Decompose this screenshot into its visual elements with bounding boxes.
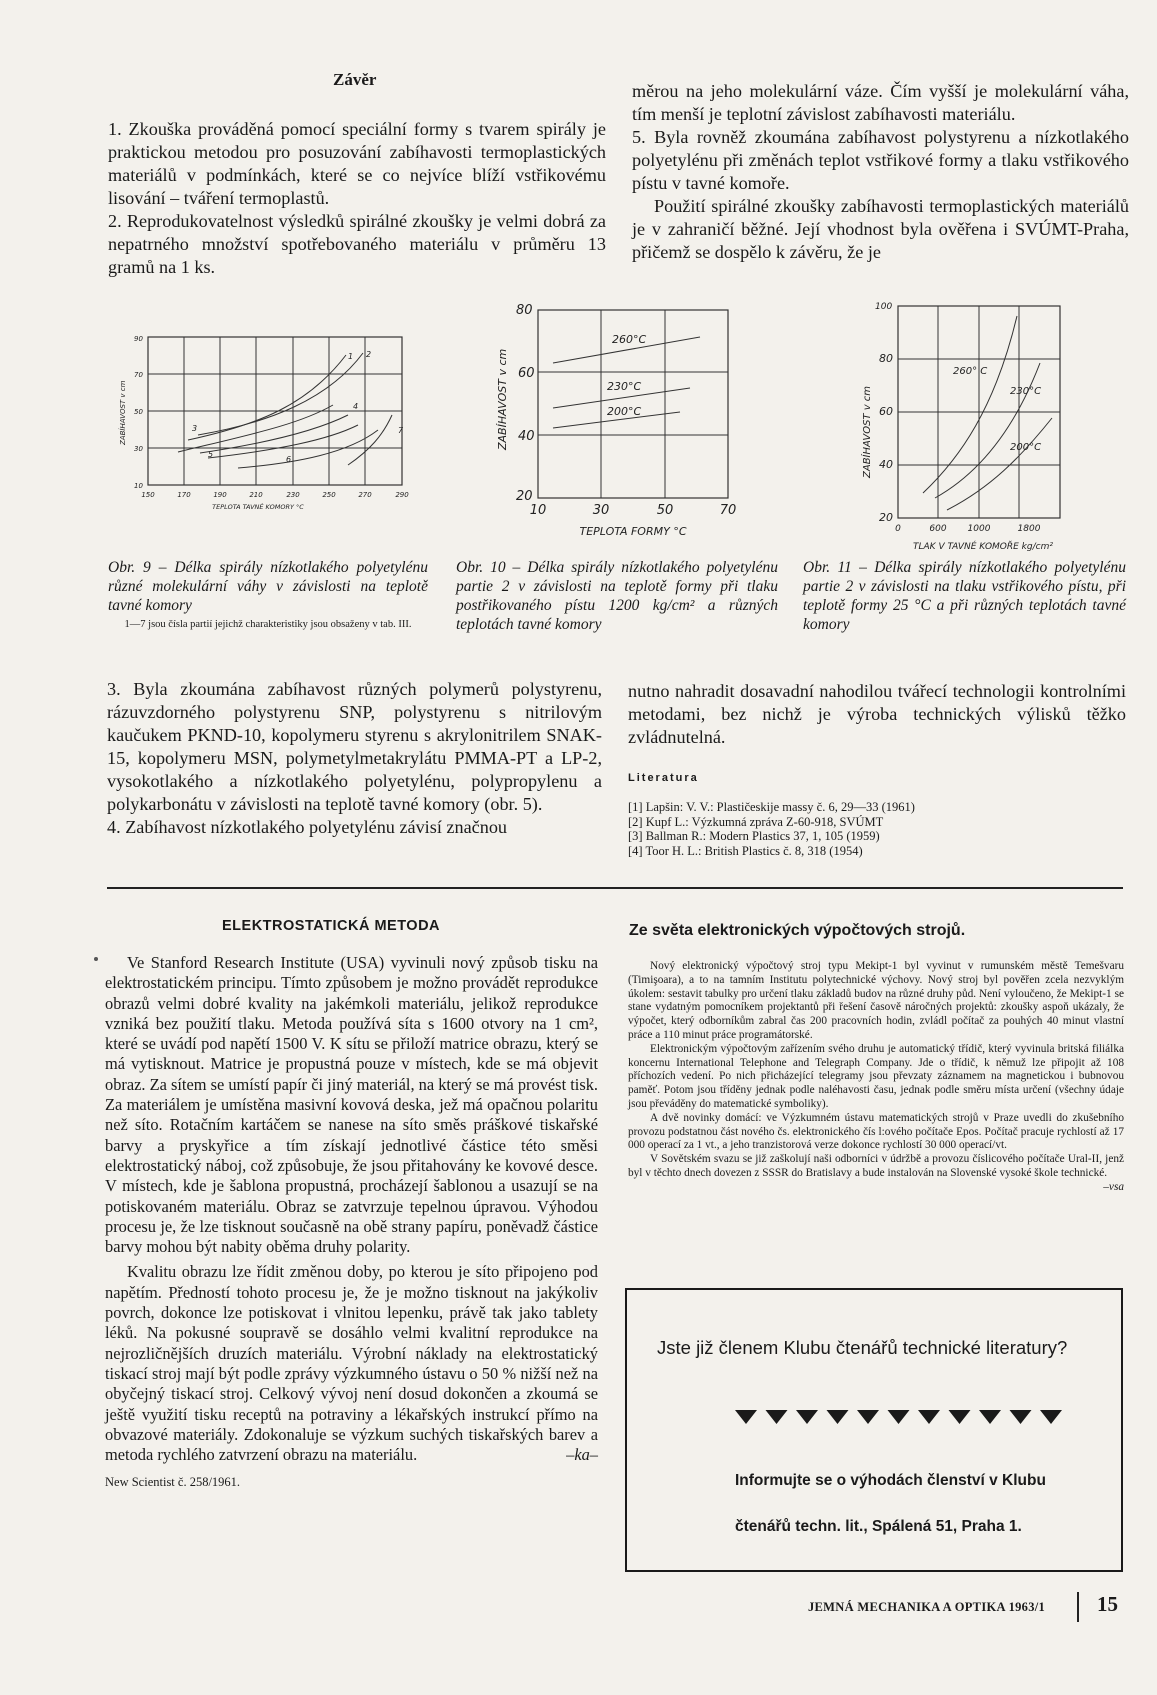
club-ad-info [735,1458,1105,1550]
fig10-series-260: 260°C [612,333,647,346]
fig11-xlabel: TLAK V TAVNÉ KOMOŘE kg/cm² [913,542,1053,552]
zaver-text [108,118,606,279]
fig11-xtick-1000: 1000 [967,524,991,534]
fig9-ytick-3: 50 [134,408,143,416]
figure-9 [108,325,438,520]
triangle-mark [857,1410,879,1424]
fig9-curve-label-4: 4 [353,402,359,411]
reference-item: [1] Lapšin: V. V.: Plastičeskije massy č. 6, 29—33 (1961) [628,800,915,814]
figure-9-caption [108,558,428,631]
figure-9-note: 1—7 jsou čísla partií jejichž charakteristiky jsou obsaženy v tab. III. [124,619,412,630]
fig9-curve-label-5: 5 [208,450,214,459]
right-top-paragraph-1: měrou na jeho molekulární váze. Čím vyšší je molekulární váha, tím menší je teplotní závislost zabíhavosti materiálu. [632,81,1129,124]
fig9-xlabel: TEPLOTA TAVNÉ KOMORY °C [212,503,304,511]
triangle-mark [949,1410,971,1424]
fig9-xtick-2: 170 [177,491,191,499]
fig10-xtick-50: 50 [656,503,674,518]
fig9-curve-label-2: 2 [366,350,372,359]
fig9-xtick-3: 190 [213,491,227,499]
fig11-ytick-60: 60 [879,405,893,418]
reference-item: [2] Kupf L.: Výzkumná zpráva Z-60-918, SVÚMT [628,814,884,829]
fig11-series-230: 230°C [1010,386,1042,397]
reference-item: [4] Toor H. L.: British Plastics č. 8, 318 (1954) [628,843,863,858]
triangle-mark [827,1410,849,1424]
fig9-curve-label-1: 1 [348,352,354,361]
mid-left-paragraph-4: 4. Zabíhavost nízkotlakého polyetylénu závisí značnou [107,817,508,837]
right-top-paragraph-3: Použití spirálné zkoušky zabíhavosti termoplastických materiálů je v zahraničí běžné. Její vhodnost byla ověřena i SVÚMT-Praha, přičemž se dospělo k závěru, že je [632,196,1129,262]
figure-11 [855,298,1095,560]
fig9-curve-label-3: 3 [192,424,198,433]
journal-footer: JEMNÁ MECHANIKA A OPTIKA 1963/1 [808,1600,1046,1614]
triangle-mark [766,1410,788,1424]
figure-10-caption: Obr. 10 – Délka spirály nízkotlakého polyetylénu partie 2 v závislosti na teplotě formy při tlaku postřikovaného pístu 1200 kg/cm² a různých teplotách tavné komory [456,559,778,633]
footer-divider [1077,1592,1079,1622]
svet-paragraph-3: A dvě novinky domácí: ve Výzkumném ústavu matematických strojů v Praze uvedli do zkušebního provozu podstatnou část nového čs. elektronického čís l:ového počítače Epos. Počítač pracuje rychlostí až 17 000 operací za 1 vt., a jeho tranzistorová verze dokonce rychlostí 30 000 operací/vt. [628,1111,1124,1152]
fig9-xtick-5: 230 [286,491,300,499]
fig9-ytick-2: 70 [134,371,143,379]
club-ad-info-line-2: čtenářů techn. lit., Spálená 51, Praha 1. [735,1518,1022,1535]
fig10-ytick-80: 80 [516,303,533,318]
triangle-mark [1040,1410,1062,1424]
svet-text [628,960,1124,1195]
mid-left-paragraph-3: 3. Byla zkoumána zabíhavost různých polymerů polystyrenu, rázuvzdorného polystyrenu SNP, polystyrenu s nitrilovým kaučukem PKND-10, kopolymeru styrenu s akrylonitrilem SNAK-15, kopolymeru MSN, polymetylmetakrylátu PMMA-PT a LP-2, vysokotlakého a nízkotlakého polyetylénu, polypropylenu a polykarbonátu v závislosti na teplotě tavné komory (obr. 5). [107,679,602,814]
figure-9-plot [108,325,438,520]
elektro-source: New Scientist č. 258/1961. [105,1474,241,1489]
club-ad-info-line-1: Informujte se o výhodách členství v Klubu [735,1472,1046,1489]
triangle-mark [735,1410,757,1424]
triangle-mark [888,1410,910,1424]
fig9-curve-label-7: 7 [398,426,404,435]
elektro-paragraph-2: Kvalitu obrazu lze řídit změnou doby, po kterou je síto připojeno pod napětím. Předností tohoto procesu je, že je možno tisknout na jakýkoliv povrch, dokonce lze potiskovat i vlnitou lepenku, právě tak jako tablety léků. Na pokusné soupravě se dosáhlo velmi kvalitní reprodukce na nejrozličnějších druzích materiálu. Výrobní náklady na elektrostatický tiskací stroj mají být podle zprávy výzkumného ústavu o 50 % nižší než na obyčejný tiskací stroj. Celkový vývoj není dosud dokončen a zkoumá se ještě využití tisku receptů na potraviny a lékařských instrukcí přímo na obvazové materiály. Zdokonaluje se výzkum suchých tiskařských barev a metoda rychlého zatvrzení obrazu na materiálu. [105,1262,598,1465]
right-top-text [632,80,1129,264]
fig11-series-200: 200°C [1010,442,1042,453]
fig9-xtick-7: 270 [358,491,372,499]
fig9-curve-label-6: 6 [286,455,292,464]
zaver-paragraph-1: 1. Zkouška prováděná pomocí speciální formy s tvarem spirály je praktickou metodou pro posuzování zabíhavosti termoplastických materiálů v podmínkách, které se co nejvíce blíží vstřikovému lisování – tváření termoplastů. [108,119,606,208]
fig11-ylabel: ZABÍHAVOST v cm [862,385,873,478]
svet-paragraph-4: V Sovětském svazu se již zaškolují naši odborníci v údržbě a provozu číslicového počítače Ural-II, jenž byl v těchto dnech dovezen z SSSR do Bratislavy a bude instalován na Slovenské vysoké škole technické. [628,1153,1124,1179]
section-title-zaver: Závěr [333,70,377,89]
section-divider [107,887,1123,889]
triangle-mark [918,1410,940,1424]
fig9-ytick-1: 90 [134,335,143,343]
section-title-svet: Ze světa elektronických výpočtových strojů. [629,922,966,939]
club-ad-question: Jste již členem Klubu čtenářů technické literatury? [657,1337,1068,1358]
fig10-ytick-20: 20 [516,489,533,504]
triangle-mark [979,1410,1001,1424]
fig10-xtick-70: 70 [719,503,737,518]
triangle-row [735,1408,1095,1428]
fig9-ylabel: ZABÍHAVOST v cm [119,380,127,445]
mid-right-text: nutno nahradit dosavadní nahodilou tvářecí technologii kontrolními metodami, bez nichž je výroba technických výlisků těžko zvládnutelná. [628,681,1126,747]
fig10-ylabel: ZABÍHAVOST v cm [496,348,509,450]
fig10-xtick-10: 10 [529,503,547,518]
figure-10 [490,300,760,545]
fig10-xlabel: TEPLOTA FORMY °C [579,525,687,538]
fig9-xtick-1: 150 [141,491,155,499]
figure-10-plot [490,300,760,545]
fig11-ytick-100: 100 [875,302,893,312]
reference-item: [3] Ballman R.: Modern Plastics 37, 1, 105 (1959) [628,829,880,844]
fig10-series-230: 230°C [607,380,642,393]
mid-left-text [107,678,602,839]
elektro-signature: –ka– [566,1445,598,1465]
page-number: 15 [1097,1592,1118,1616]
literatura-title: Literatura [628,772,699,784]
fig9-xtick-8: 290 [395,491,409,499]
fig11-ytick-80: 80 [879,352,893,365]
fig11-ytick-40: 40 [879,458,893,471]
triangle-mark [1010,1410,1032,1424]
fig9-ytick-5: 10 [134,482,143,490]
fig10-xtick-30: 30 [592,503,610,518]
section-title-elektro: ELEKTROSTATICKÁ METODA [222,918,441,934]
fig10-ytick-40: 40 [518,429,535,444]
fig11-xtick-600: 600 [929,524,947,534]
fig9-ytick-4: 30 [134,445,143,453]
fig10-series-200: 200°C [607,405,642,418]
right-top-paragraph-2: 5. Byla rovněž zkoumána zabíhavost polystyrenu a nízkotlakého polyetylénu při změnách teplot vstřikové formy a tlaku vstřikového pístu v tavné komoře. [632,127,1129,193]
triangle-mark [796,1410,818,1424]
svet-paragraph-2: Elektronickým výpočtovým zařízením svého druhu je automatický třídič, který vyvinula britská filiálka koncernu International Telephone and Telegraph Company. Jde o třídič, k němuž lze připojit až 108 příchozích vedení. Po nich přicházející telegramy jsou převzaty záznamem na magnetickou i bubnovou paměť. Potom jsou tříděny jednak podle naléhavosti času, jednak podle směru místa určení (všechny údaje jsou převáděny do matematické symboliky). [628,1042,1124,1110]
fig11-xtick-1800: 1800 [1017,524,1041,534]
figure-11-caption: Obr. 11 – Délka spirály nízkotlakého polyetylénu partie 2 v závislosti na tlaku vstřikového pístu, při teplotě formy 25 °C a při různých teplotách tavné komory [803,559,1126,633]
fig10-ytick-60: 60 [518,366,535,381]
figure-11-plot [855,298,1095,560]
club-ad-box [625,1288,1123,1572]
fig11-xtick-0: 0 [895,524,901,534]
svet-paragraph-1: Nový elektronický výpočtový stroj typu Mekipt-1 byl vyvinut v rumunském městě Temešvaru (Timişoara), a to na tamním Institutu polytechnické výchovy. Nový stroj byl pověřen zcela nezvyklým úkolem: sestavit tabulky pro určení tlaku základů budov na různé druhy půd. Není vyloučeno, že Mekipt-1 se stane vydatným pomocníkem projektantů při řešení časově náročných projektů: zkoušky aspoň ukázaly, že výpočet, který odborníkům zabral čas 200 pracovních hodin, zvládl počítač za pouhých 40 minut vlastní práce a 110 minut práce programátorské. [628,960,1124,1041]
fig11-series-260: 260° C [953,366,988,377]
fig11-ytick-20: 20 [879,511,893,524]
fig9-xtick-6: 250 [322,491,336,499]
elektro-text [105,953,598,1492]
svet-signature: –vsa [1103,1180,1124,1193]
figure-9-caption-text: Obr. 9 – Délka spirály nízkotlakého polyetylénu různé molekulární váhy v závislosti na teplotě tavné komory [108,559,428,614]
club-ad-triangles [735,1408,1095,1432]
bullet-dot [94,957,98,961]
literatura-list [628,800,1126,858]
zaver-paragraph-2: 2. Reprodukovatelnost výsledků spirálné zkoušky je velmi dobrá za nepatrného množství spotřebovaného materiálu v průměru 13 gramů na 1 ks. [108,211,606,277]
elektro-paragraph-1: Ve Stanford Research Institute (USA) vyvinuli nový způsob tisku na elektrostatickém principu. Tímto způsobem je možno provádět reprodukce obrazů velmi dobré kvality na jakémkoli materiálu, jelikož reprodukce vzniká bez použití tlaku. Metoda používá síta s 1600 otvory na 1 cm², které se uvádí pod napětí 1500 V. K sítu se přiloží matrice obrazu, který se má vytisknout. Matrice je propustná pouze v místech, kde se má objevit obraz. Za sítem se umístí papír či jiný materiál, na který se má provést tisk. Za materiálem je umístěna masivní kovová deska, jež má opačnou polaritu než síto. Rotačním kartáčem se nanese na síto směs práškové tiskařské barvy a pryskyřice a tím získají jednotlivé částice této směsi elektrostatický náboj, což způsobuje, že jsou přitahovány ke kovové desce. V místech, kde je šablona propustná, procházejí šablonou a usazují se na potiskovaném materiálu. Obraz se zatvrzuje tepelnou úpravou. Výhodou procesu je, že lze tisknout současně na obě strany papíru, poněvadž částice barvy mohou být nabity oběma druhy polarity. [105,953,598,1257]
fig9-xtick-4: 210 [249,491,263,499]
